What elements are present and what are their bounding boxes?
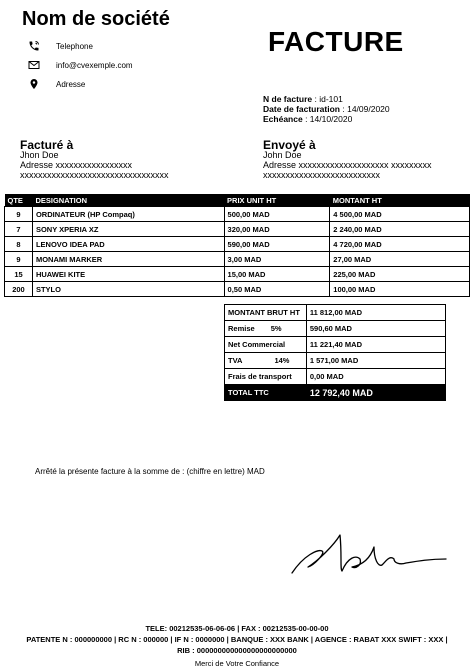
invoice-number-row — [263, 94, 390, 104]
phone-text: Telephone — [56, 41, 93, 51]
header-amount: MONTANT HT — [330, 194, 470, 207]
invoice-number-value: : id-101 — [314, 94, 343, 104]
amount-in-words: Arrêté la présente facture à la somme de : (chiffre en lettre) MAD — [35, 467, 265, 476]
totals-row-brut — [225, 305, 446, 321]
bill-to-address-2: xxxxxxxxxxxxxxxxxxxxxxxxxxxxxxxxx — [20, 170, 169, 180]
item-qte: 15 — [5, 267, 33, 282]
invoice-due-label: Echéance — [263, 114, 303, 124]
email-text[interactable]: info@cvexemple.com — [56, 60, 133, 70]
ship-to-block — [263, 140, 432, 180]
totals-row-ttc — [225, 385, 446, 401]
invoice-date-row — [263, 104, 390, 114]
items-table — [4, 194, 470, 297]
table-row — [5, 222, 470, 237]
totals-value: 1 571,00 MAD — [306, 353, 445, 369]
items-header-row — [5, 194, 470, 207]
invoice-due-value: : 14/10/2020 — [305, 114, 353, 124]
header-unit-price: PRIX UNIT HT — [224, 194, 330, 207]
envelope-icon — [28, 59, 40, 71]
totals-label: Remise 5% — [225, 321, 307, 337]
item-amount: 27,00 MAD — [330, 252, 470, 267]
invoice-meta — [263, 94, 390, 124]
location-pin-icon — [28, 78, 40, 90]
item-unit-price: 320,00 MAD — [224, 222, 330, 237]
item-designation: SONY XPERIA XZ — [32, 222, 224, 237]
bill-to-heading: Facturé à — [20, 138, 74, 152]
document-title: FACTURE — [268, 26, 404, 57]
item-amount: 4 500,00 MAD — [330, 207, 470, 222]
company-name: Nom de société — [22, 8, 170, 30]
bill-to-name: Jhon Doe — [20, 150, 59, 160]
item-designation: LENOVO IDEA PAD — [32, 237, 224, 252]
item-designation: STYLO — [32, 282, 224, 297]
item-qte: 7 — [5, 222, 33, 237]
ship-to-heading: Envoyé à — [263, 138, 316, 152]
address-text: Adresse — [56, 79, 86, 89]
signature-image — [290, 525, 450, 580]
totals-label: TVA 14% — [225, 353, 307, 369]
invoice-date-value: : 14/09/2020 — [342, 104, 390, 114]
totals-row-net — [225, 337, 446, 353]
item-designation: ORDINATEUR (HP Compaq) — [32, 207, 224, 222]
totals-label: Frais de transport — [225, 369, 307, 385]
contact-phone-row — [28, 40, 93, 52]
totals-table — [224, 304, 446, 401]
totals-value: 11 812,00 MAD — [306, 305, 445, 321]
item-amount: 100,00 MAD — [330, 282, 470, 297]
header-qte: QTE — [5, 194, 33, 207]
item-amount: 4 720,00 MAD — [330, 237, 470, 252]
item-unit-price: 0,50 MAD — [224, 282, 330, 297]
invoice-date-label: Date de facturation — [263, 104, 340, 114]
contact-email-row — [28, 59, 133, 71]
totals-value: 12 792,40 MAD — [306, 385, 445, 401]
ship-to-name: John Doe — [263, 150, 302, 160]
table-row — [5, 237, 470, 252]
item-unit-price: 3,00 MAD — [224, 252, 330, 267]
footer-thanks: Merci de Votre Confiance — [194, 659, 280, 668]
totals-rate: 5% — [270, 324, 282, 333]
item-unit-price: 500,00 MAD — [224, 207, 330, 222]
ship-to-address-2: xxxxxxxxxxxxxxxxxxxxxxxxxx — [263, 170, 380, 180]
invoice-due-row — [263, 114, 390, 124]
ship-to-address-1: Adresse xxxxxxxxxxxxxxxxxxxx xxxxxxxxx — [263, 160, 432, 170]
item-amount: 225,00 MAD — [330, 267, 470, 282]
item-qte: 9 — [5, 207, 33, 222]
contact-address-row — [28, 78, 85, 90]
item-designation: MONAMI MARKER — [32, 252, 224, 267]
totals-row-transport — [225, 369, 446, 385]
table-row — [5, 252, 470, 267]
totals-row-remise — [225, 321, 446, 337]
totals-row-tva — [225, 353, 446, 369]
footer-rib: RIB : 000000000000000000000000 — [177, 646, 297, 655]
item-unit-price: 15,00 MAD — [224, 267, 330, 282]
item-qte: 200 — [5, 282, 33, 297]
bill-to-address-1: Adresse xxxxxxxxxxxxxxxxx — [20, 160, 133, 170]
totals-label: Net Commercial — [225, 337, 307, 353]
item-qte: 9 — [5, 252, 33, 267]
totals-label: MONTANT BRUT HT — [225, 305, 307, 321]
item-unit-price: 590,00 MAD — [224, 237, 330, 252]
item-amount: 2 240,00 MAD — [330, 222, 470, 237]
table-row — [5, 207, 470, 222]
footer-legal: PATENTE N : 000000000 | RC N : 000000 | IF N : 0000000 | BANQUE : XXX BANK | AGENCE : RABAT XXX SWIFT : XXX | — [26, 635, 448, 644]
totals-value: 590,60 MAD — [306, 321, 445, 337]
totals-rate: 14% — [274, 356, 290, 365]
totals-label: TOTAL TTC — [225, 385, 307, 401]
bill-to-block — [20, 140, 169, 180]
totals-value: 11 221,40 MAD — [306, 337, 445, 353]
totals-value: 0,00 MAD — [306, 369, 445, 385]
table-row — [5, 267, 470, 282]
item-designation: HUAWEI KITE — [32, 267, 224, 282]
header-designation: DESIGNATION — [32, 194, 224, 207]
invoice-number-label: N de facture — [263, 94, 313, 104]
item-qte: 8 — [5, 237, 33, 252]
footer-contact: TELE: 00212535-06-06-06 | FAX : 00212535-00-00-00 — [145, 624, 329, 633]
table-row — [5, 282, 470, 297]
phone-icon — [28, 40, 40, 52]
